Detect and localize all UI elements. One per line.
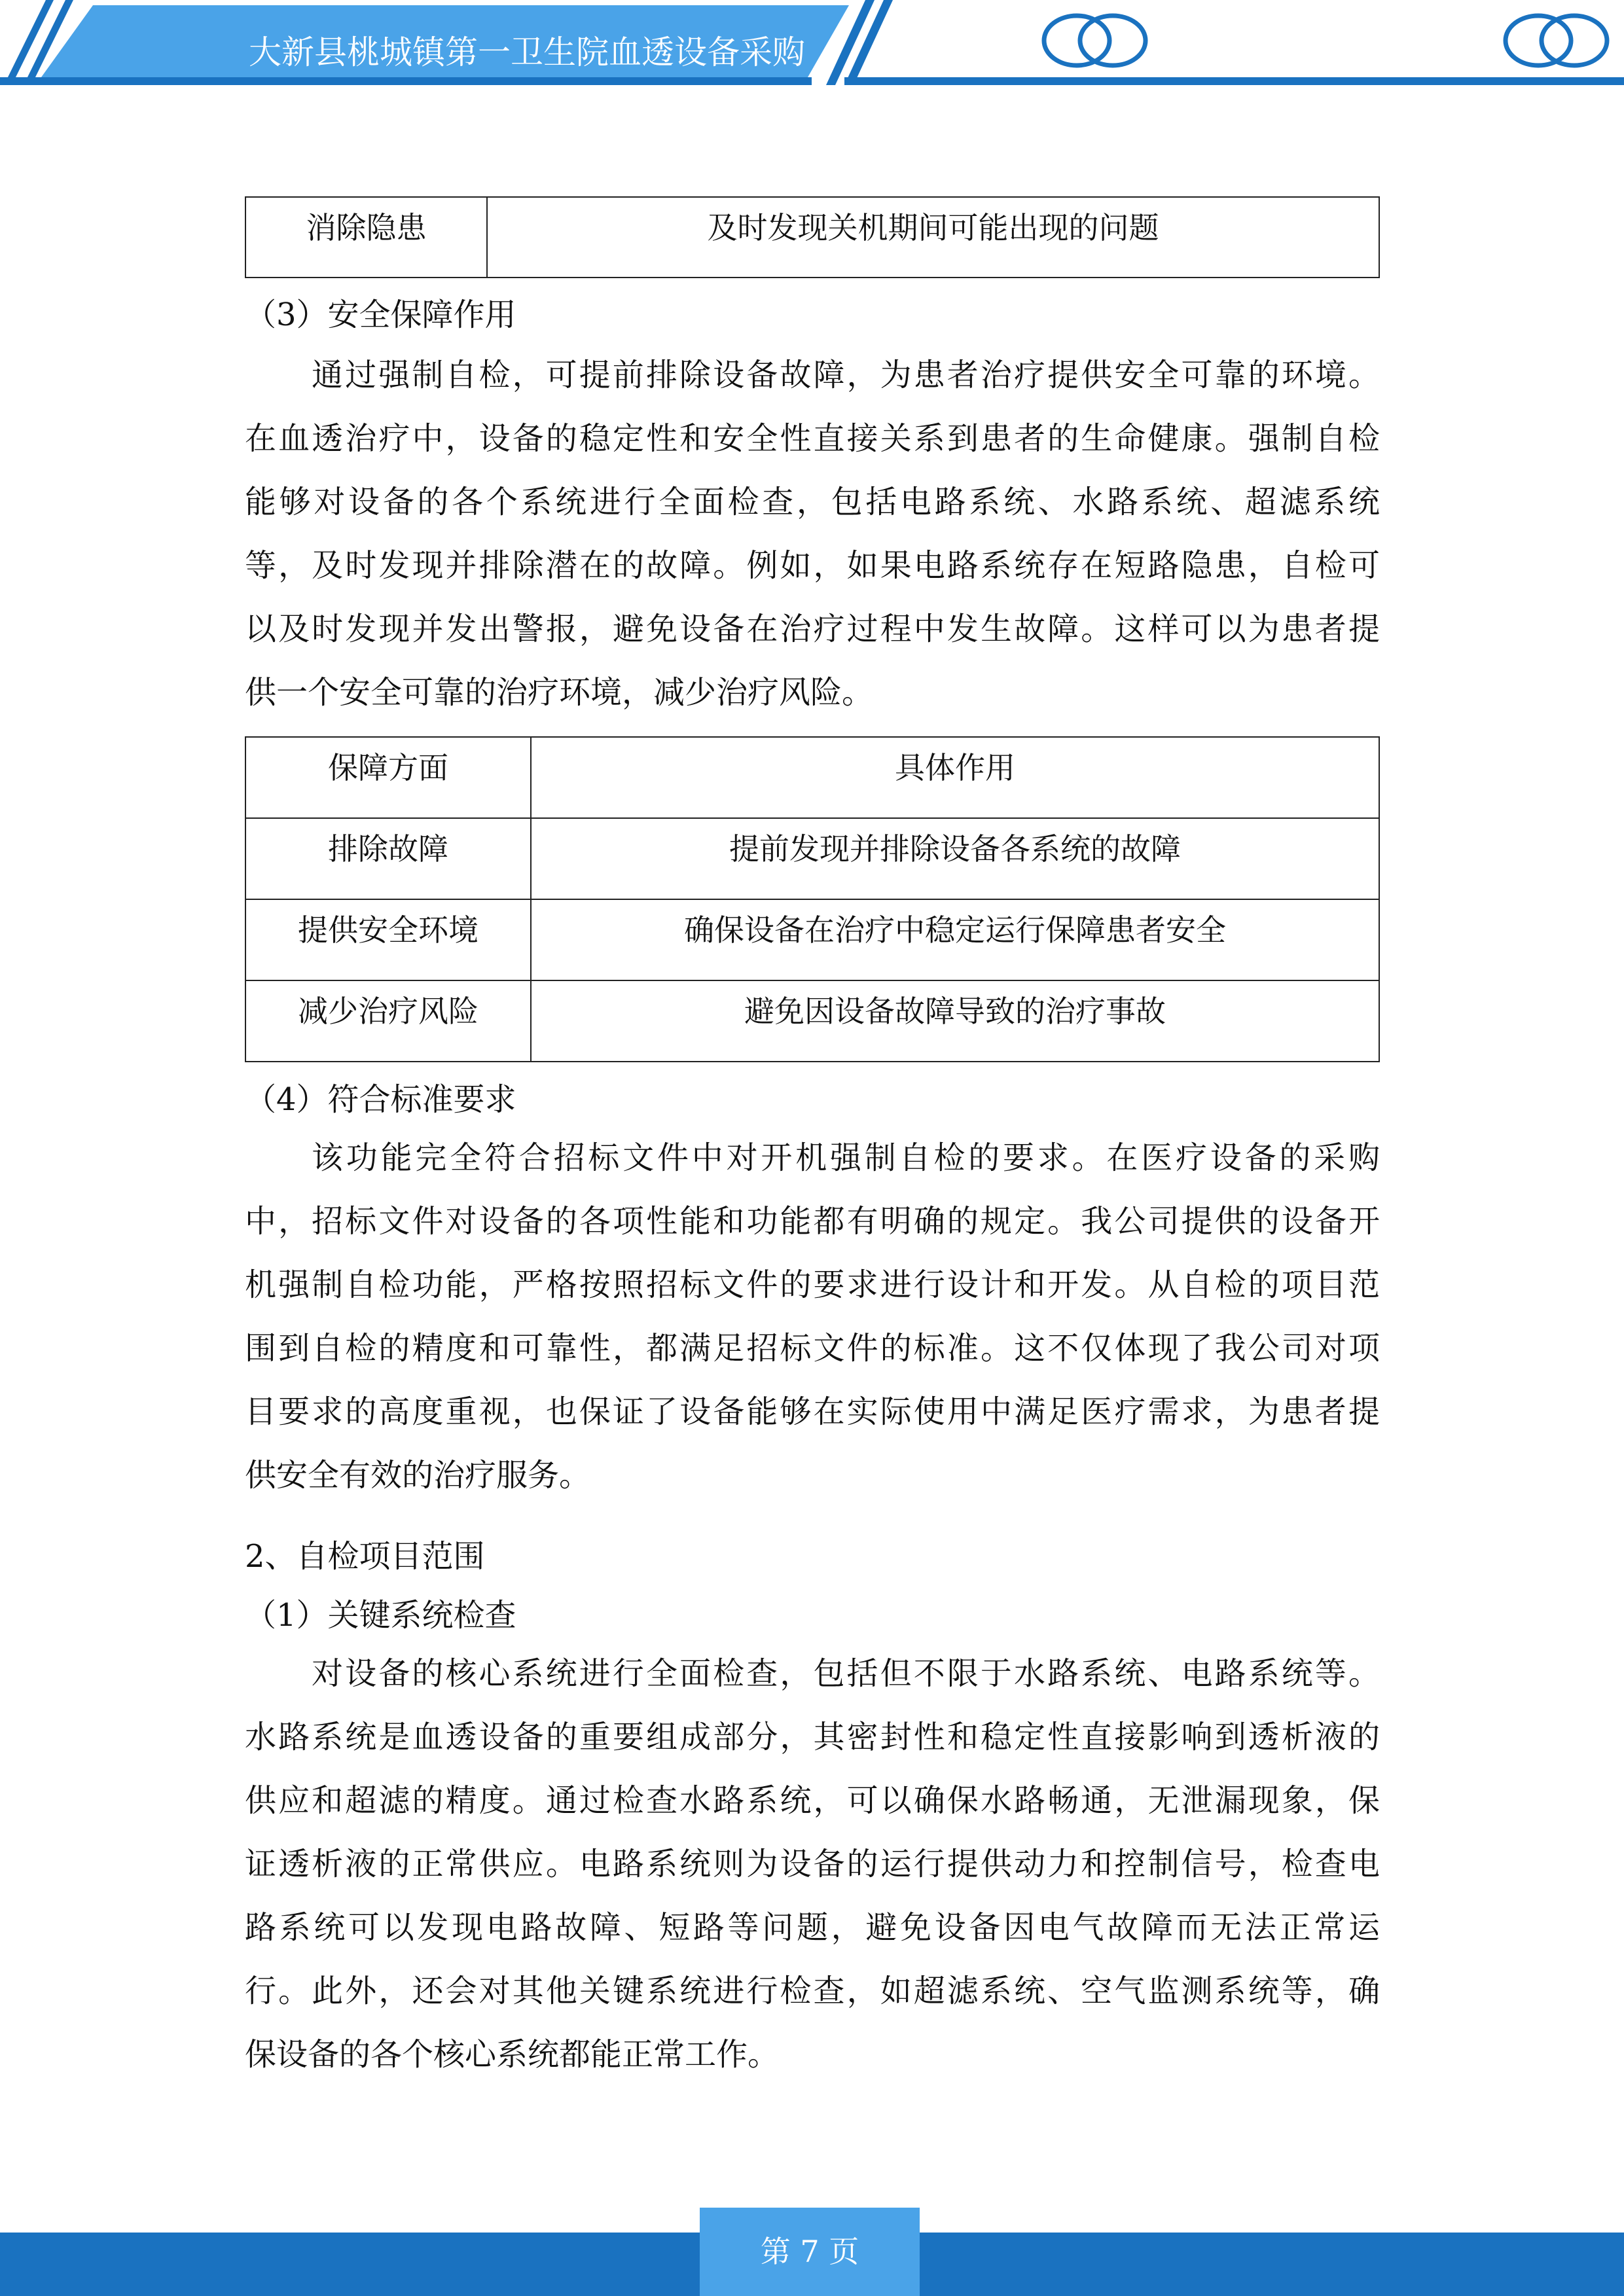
section-heading: （1）关键系统检查 — [245, 1597, 516, 1634]
paragraph-line: 等，及时发现并排除潜在的故障。例如，如果电路系统存在短路隐患，自检可 — [245, 547, 1380, 584]
page-number: 第 7 页 — [700, 2208, 920, 2296]
table-hazard — [245, 196, 1380, 278]
paragraph-line: 供一个安全可靠的治疗环境，减少治疗风险。 — [245, 674, 874, 711]
paragraph-line: 在血透治疗中，设备的稳定性和安全性直接关系到患者的生命健康。强制自检 — [245, 420, 1380, 457]
paragraph-line: 证透析液的正常供应。电路系统则为设备的运行提供动力和控制信号，检查电 — [245, 1846, 1380, 1882]
table-cell: 提供安全环境 — [245, 899, 531, 980]
table-row — [245, 980, 1379, 1062]
paragraph-line: 保设备的各个核心系统都能正常工作。 — [245, 2036, 780, 2073]
part-heading: 2、自检项目范围 — [245, 1538, 485, 1575]
table-row — [245, 197, 1379, 278]
section-heading: （3）安全保障作用 — [245, 296, 516, 333]
paragraph-line: 以及时发现并发出警报，避免设备在治疗过程中发生故障。这样可以为患者提 — [245, 611, 1380, 647]
table-cell: 减少治疗风险 — [245, 980, 531, 1062]
paragraph-line: 供应和超滤的精度。通过检查水路系统，可以确保水路畅通，无泄漏现象，保 — [245, 1782, 1380, 1819]
table-cell: 及时发现关机期间可能出现的问题 — [487, 197, 1379, 278]
table-row — [245, 818, 1379, 899]
paragraph-line: 水路系统是血透设备的重要组成部分，其密封性和稳定性直接影响到透析液的 — [245, 1719, 1380, 1755]
page-header — [0, 0, 1624, 88]
logo-rings-icon — [1044, 16, 1607, 65]
paragraph-line: 路系统可以发现电路故障、短路等问题，避免设备因电气故障而无法正常运 — [245, 1909, 1380, 1946]
paragraph-line: 围到自检的精度和可靠性，都满足招标文件的标准。这不仅体现了我公司对项 — [245, 1330, 1380, 1367]
paragraph-line: 中，招标文件对设备的各项性能和功能都有明确的规定。我公司提供的设备开 — [245, 1203, 1380, 1240]
table-cell: 提前发现并排除设备各系统的故障 — [531, 818, 1379, 899]
table-safety — [245, 736, 1380, 1062]
table-header-row — [245, 737, 1379, 818]
table-cell: 避免因设备故障导致的治疗事故 — [531, 980, 1379, 1062]
table-cell: 排除故障 — [245, 818, 531, 899]
table-header-cell: 保障方面 — [245, 737, 531, 818]
paragraph-line: 该功能完全符合招标文件中对开机强制自检的要求。在医疗设备的采购 — [312, 1139, 1380, 1176]
table-cell: 确保设备在治疗中稳定运行保障患者安全 — [531, 899, 1379, 980]
table-row — [245, 899, 1379, 980]
paragraph-line: 通过强制自检，可提前排除设备故障，为患者治疗提供安全可靠的环境。 — [312, 357, 1380, 393]
paragraph-line: 目要求的高度重视，也保证了设备能够在实际使用中满足医疗需求，为患者提 — [245, 1393, 1380, 1430]
paragraph-line: 行。此外，还会对其他关键系统进行检查，如超滤系统、空气监测系统等，确 — [245, 1973, 1380, 2009]
paragraph-line: 对设备的核心系统进行全面检查，包括但不限于水路系统、电路系统等。 — [312, 1655, 1380, 1692]
paragraph-line: 能够对设备的各个系统进行全面检查，包括电路系统、水路系统、超滤系统 — [245, 484, 1380, 520]
section-heading: （4）符合标准要求 — [245, 1081, 516, 1118]
header-banner — [0, 0, 1624, 88]
header-title: 大新县桃城镇第一卫生院血透设备采购 — [249, 33, 805, 71]
table-cell: 消除隐患 — [245, 197, 487, 278]
paragraph-line: 供安全有效的治疗服务。 — [245, 1457, 591, 1494]
paragraph-line: 机强制自检功能，严格按照招标文件的要求进行设计和开发。从自检的项目范 — [245, 1266, 1380, 1303]
table-header-cell: 具体作用 — [531, 737, 1379, 818]
